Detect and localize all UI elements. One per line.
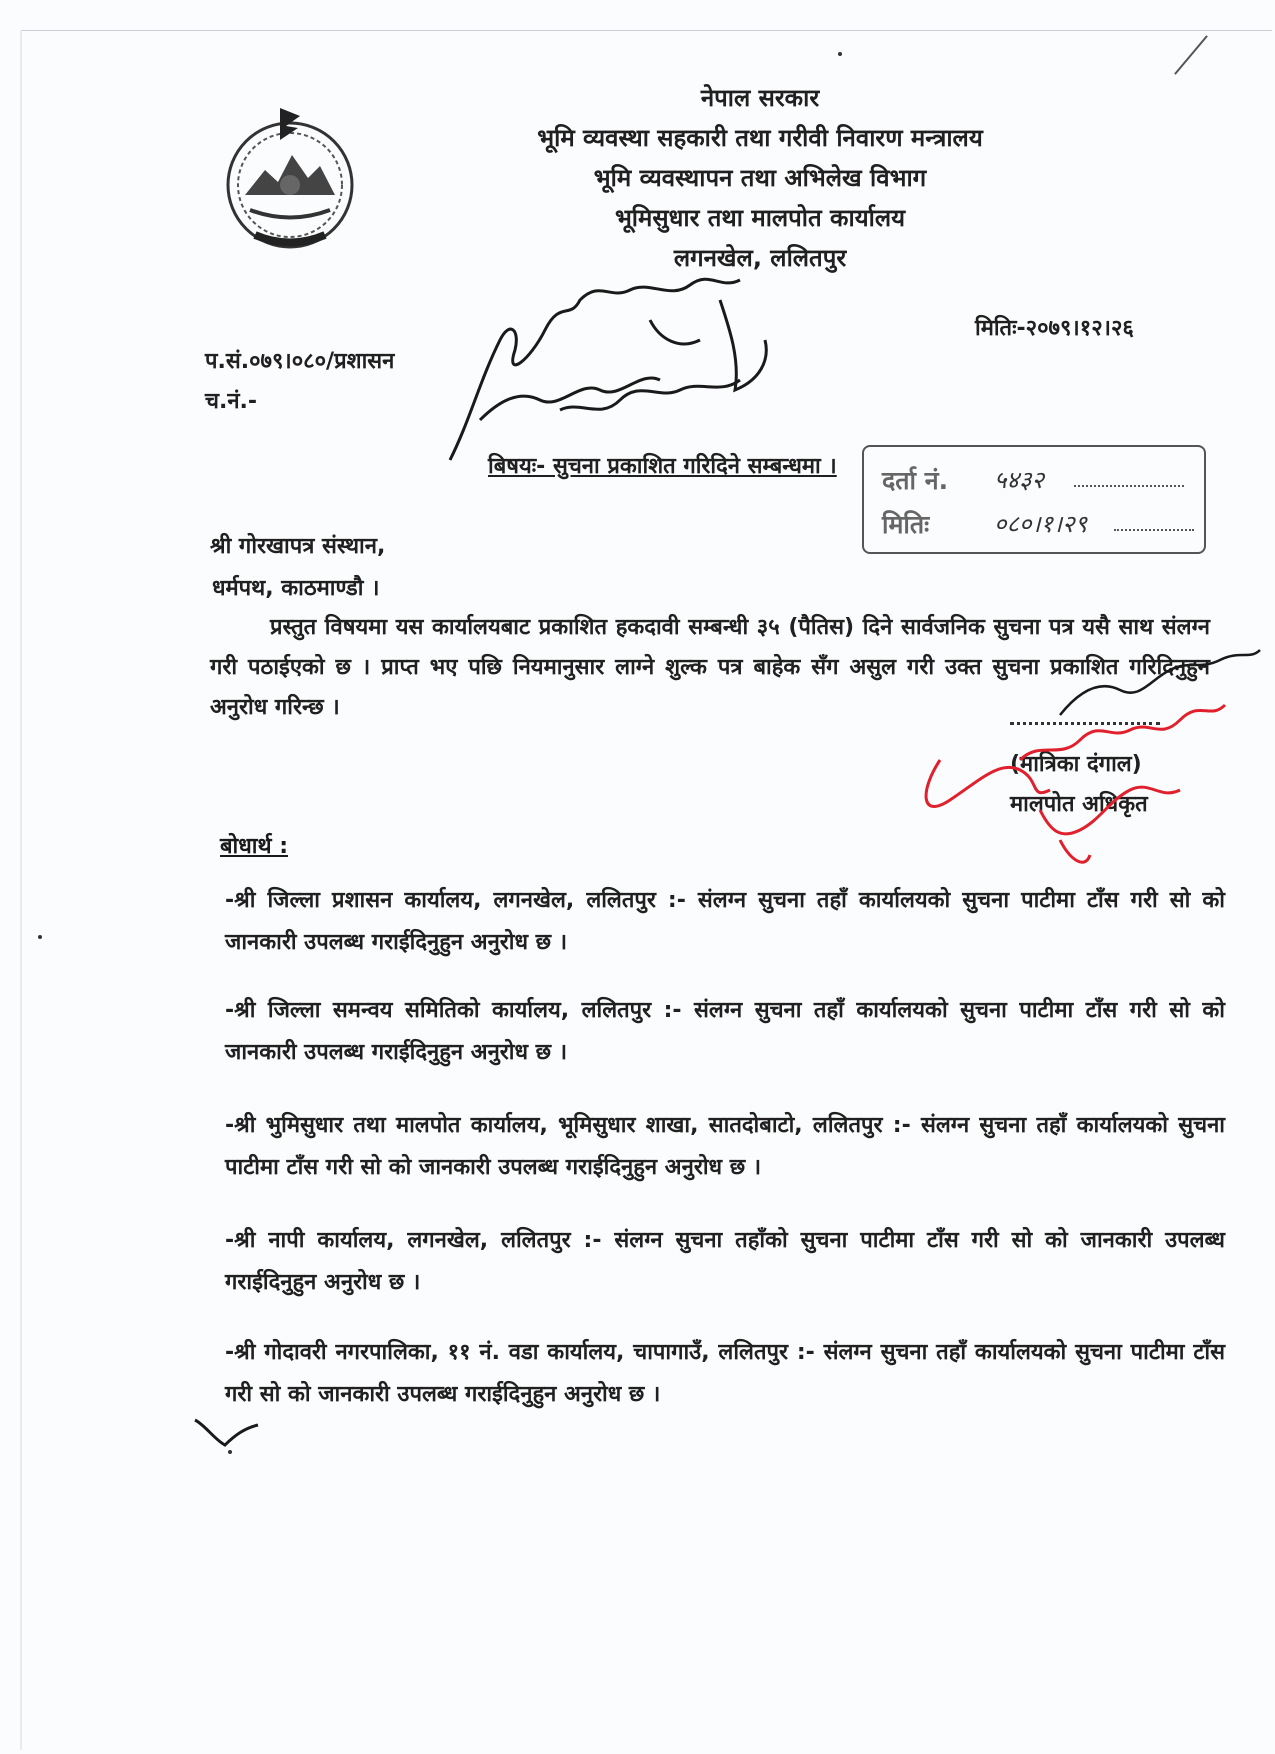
reference-number: प.सं.०७९।०८०/प्रशासन [205,349,395,374]
scan-left-edge [20,30,22,1750]
letter-body [210,608,1210,728]
stamp-dots [1114,529,1194,531]
recipient-address: धर्मपथ, काठमाण्डौ । [212,576,380,601]
header-government: नेपाल सरकार [700,84,820,112]
scan-speck [38,935,42,939]
stamp-dots [1074,485,1184,487]
header-office: भूमिसुधार तथा मालपोत कार्यालय [614,204,906,232]
cc-item: -श्री नापी कार्यालय, लगनखेल, ललितपुर :- संलग्न सुचना तहाँको सुचना पाटीमा टाँस गरी सो को जानकारी उपलब्ध गराईदिनुहुन अनुरोध छ । [225,1228,1225,1295]
cc-item: -श्री जिल्ला प्रशासन कार्यालय, लगनखेल, ललितपुर :- संलग्न सुचना तहाँ कार्यालयको सुचना पाटीमा टाँस गरी सो को जानकारी उपलब्ध गराईदिनुहुन अनुरोध छ । [225,888,1225,955]
scan-speck [228,1450,232,1454]
government-emblem-icon [220,100,360,255]
letter-date: मितिः-२०७९।१२।२६ [975,316,1134,341]
cc-item: -श्री भुमिसुधार तथा मालपोत कार्यालय, भूमिसुधार शाखा, सातदोबाटो, ललितपुर :- संलग्न सुचना तहाँ कार्यालयको सुचना पाटीमा टाँस गरी सो को जानकारी उपलब्ध गराईदिनुहुन अनुरोध छ । [225,1113,1225,1180]
scan-speck [838,52,842,56]
header-location: लगनखेल, ललितपुर [673,244,847,272]
corner-mark [1174,35,1208,75]
stamp-reg-value: ५४३२ [994,466,1044,494]
red-signature [926,705,1225,862]
header-ministry: भूमि व्यवस्था सहकारी तथा गरीवी निवारण मन्त्रालय [537,124,983,152]
check-mark [195,1420,258,1445]
signatory-title: मालपोत अधिकृत [1010,792,1148,817]
stamp-date-value: ०८०।१।२९ [994,510,1088,538]
cc-heading: बोधार्थ : [220,834,289,859]
registration-stamp [862,445,1206,554]
dispatch-number: च.नं.- [205,389,258,414]
signatory-name: (मात्रिका दंगाल) [1010,752,1142,777]
stamp-date-label: मितिः [882,510,930,539]
signature-line [1010,722,1160,725]
subject-line: बिषयः- सुचना प्रकाशित गरिदिने सम्बन्धमा । [488,454,837,479]
cc-item: -श्री जिल्ला समन्वय समितिको कार्यालय, ललितपुर :- संलग्न सुचना तहाँ कार्यालयको सुचना पाटीमा टाँस गरी सो को जानकारी उपलब्ध गराईदिनुहुन अनुरोध छ । [225,998,1225,1065]
letter-body-text: प्रस्तुत विषयमा यस कार्यालयबाट प्रकाशित हकदावी सम्बन्धी ३५ (पैतिस) दिने सार्वजनिक सुचना पत्र यसै साथ संलग्न गरी पठाईएको छ । प्राप्त भए पछि नियमानुसार लाग्ने शुल्क पत्र बाहेक सँग असुल गरी उक्त सुचना प्रकाशित गरिदिनुहुन अनुरोध गरिन्छ । [210,615,1210,720]
handwritten-note-signature [450,279,766,460]
recipient-name: श्री गोरखापत्र संस्थान, [210,534,386,559]
cc-item: -श्री गोदावरी नगरपालिका, ११ नं. वडा कार्यालय, चापागाउँ, ललितपुर :- संलग्न सुचना तहाँ कार्यालयको सुचना पाटीमा टाँस गरी सो को जानकारी उपलब्ध गराईदिनुहुन अनुरोध छ । [225,1340,1225,1407]
header-department: भूमि व्यवस्थापन तथा अभिलेख विभाग [593,164,927,192]
stamp-reg-label: दर्ता नं. [882,466,949,495]
scan-top-edge [22,30,1272,41]
